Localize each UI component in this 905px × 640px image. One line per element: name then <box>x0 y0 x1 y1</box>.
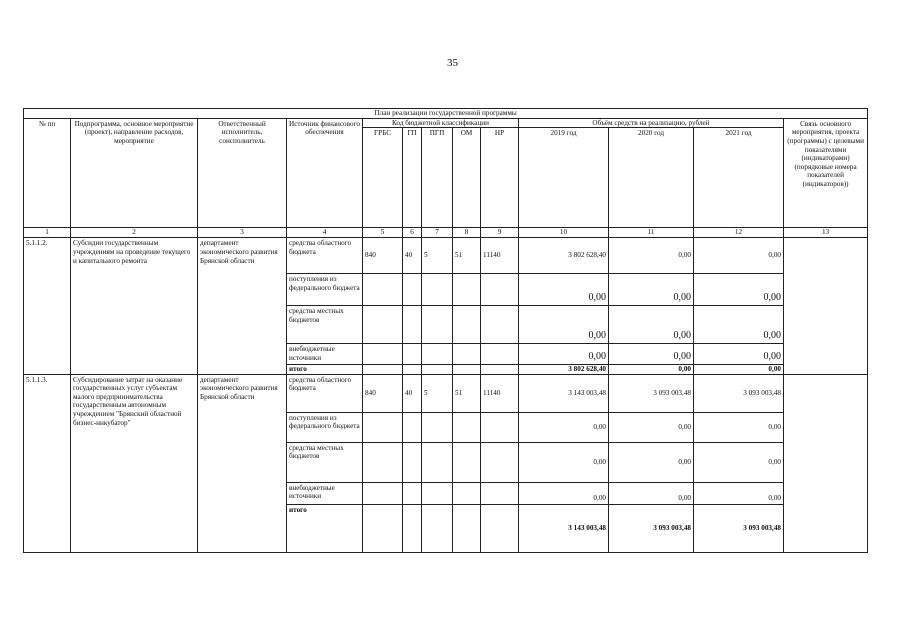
cell-2021: 0,00 <box>694 412 784 442</box>
cell-2020: 0,00 <box>609 274 694 306</box>
cell-nr: 11140 <box>481 374 519 412</box>
header-budget-code: Код бюджетной классификации <box>363 118 519 128</box>
header-2021: 2021 год <box>694 128 784 228</box>
cell-2020: 0,00 <box>609 482 694 504</box>
cell-2019: 0,00 <box>519 412 609 442</box>
col-number: 2 <box>71 228 198 238</box>
row-source: внебюджетные источники <box>287 344 363 364</box>
cell-2019: 3 802 628,40 <box>519 364 609 374</box>
table-title: План реализации государственной программы <box>24 109 868 119</box>
header-2020: 2020 год <box>609 128 694 228</box>
cell-om: 51 <box>453 238 481 274</box>
column-number-row <box>24 228 868 238</box>
cell-nr: 11140 <box>481 238 519 274</box>
cell-2020: 0,00 <box>609 306 694 344</box>
cell-2021: 0,00 <box>694 344 784 364</box>
header-num: № пп <box>24 118 71 228</box>
table-row <box>24 374 868 412</box>
row-source: средства местных бюджетов <box>287 306 363 344</box>
cell-2019: 3 143 003,48 <box>519 374 609 412</box>
page-number: 35 <box>447 57 458 69</box>
table-row <box>24 238 868 274</box>
header-gp: ГП <box>403 128 422 228</box>
cell-2020: 0,00 <box>609 364 694 374</box>
col-number: 6 <box>403 228 422 238</box>
cell-gp: 40 <box>403 238 422 274</box>
cell-2019: 0,00 <box>519 442 609 482</box>
cell-2021: 0,00 <box>694 482 784 504</box>
cell-2021: 3 093 003,48 <box>694 374 784 412</box>
col-number: 12 <box>694 228 784 238</box>
col-number: 8 <box>453 228 481 238</box>
row-source: средства областного бюджета <box>287 238 363 274</box>
cell-2019: 0,00 <box>519 274 609 306</box>
row-source: внебюджетные источники <box>287 482 363 504</box>
row-source: итого <box>287 364 363 374</box>
cell-2020: 3 093 003,48 <box>609 374 694 412</box>
cell-2019: 3 143 003,48 <box>519 504 609 552</box>
col-number: 7 <box>422 228 453 238</box>
header-grbs: ГРБС <box>363 128 403 228</box>
row-name: Субсидии государственным учреждениям на проведение текущего и капитального ремонта <box>71 238 198 374</box>
cell-2021: 0,00 <box>694 238 784 274</box>
header-2019: 2019 год <box>519 128 609 228</box>
table-title-row <box>24 109 868 119</box>
cell-gp: 40 <box>403 374 422 412</box>
cell-2019: 0,00 <box>519 482 609 504</box>
header-executor: Ответственный исполнитель, соисполнитель <box>198 118 287 228</box>
cell-2019: 3 802 628,40 <box>519 238 609 274</box>
col-number: 10 <box>519 228 609 238</box>
program-plan-table <box>23 108 868 553</box>
col-number: 3 <box>198 228 287 238</box>
col-number: 4 <box>287 228 363 238</box>
col-number: 1 <box>24 228 71 238</box>
cell-2019: 0,00 <box>519 344 609 364</box>
cell-2021: 0,00 <box>694 274 784 306</box>
row-source: поступления из федерального бюджета <box>287 274 363 306</box>
header-om: ОМ <box>453 128 481 228</box>
cell-grbs: 840 <box>363 374 403 412</box>
row-source: поступления из федерального бюджета <box>287 412 363 442</box>
cell-grbs: 840 <box>363 238 403 274</box>
row-source: средства местных бюджетов <box>287 442 363 482</box>
cell-2021: 3 093 003,48 <box>694 504 784 552</box>
cell-2020: 0,00 <box>609 412 694 442</box>
cell-2021: 0,00 <box>694 306 784 344</box>
cell-2021: 0,00 <box>694 442 784 482</box>
cell-pgp: 5 <box>422 238 453 274</box>
col-number: 13 <box>784 228 868 238</box>
header-name: Подпрограмма, основное мероприятие (проект), направление расходов, мероприятие <box>71 118 198 228</box>
cell-2020: 0,00 <box>609 344 694 364</box>
header-link: Связь основного мероприятия, проекта (программы) с целевыми показателями (индикаторами) (порядковые номера показателей (индикаторов)) <box>784 118 868 228</box>
header-volume: Объём средств на реализацию, рублей <box>519 118 784 128</box>
row-link <box>784 238 868 374</box>
header-nr: НР <box>481 128 519 228</box>
col-number: 11 <box>609 228 694 238</box>
cell-om: 51 <box>453 374 481 412</box>
header-row-1 <box>24 118 868 128</box>
col-number: 9 <box>481 228 519 238</box>
cell-2020: 0,00 <box>609 238 694 274</box>
cell-2020: 0,00 <box>609 442 694 482</box>
row-number: 5.1.1.2. <box>24 238 71 374</box>
col-number: 5 <box>363 228 403 238</box>
cell-2019: 0,00 <box>519 306 609 344</box>
row-source: итого <box>287 504 363 552</box>
row-number: 5.1.1.3. <box>24 374 71 552</box>
cell-pgp: 5 <box>422 374 453 412</box>
cell-2020: 3 093 003,48 <box>609 504 694 552</box>
row-source: средства областного бюджета <box>287 374 363 412</box>
row-executor: департамент экономического развития Брянской области <box>198 238 287 374</box>
header-pgp: ПГП <box>422 128 453 228</box>
header-source: Источник финансового обеспечения <box>287 118 363 228</box>
row-name: Субсидирование затрат на оказание государственных услуг субъектам малого предпринимательства государственным автономным учреждением "Брянский областной бизнес-инкубатор" <box>71 374 198 552</box>
cell-2021: 0,00 <box>694 364 784 374</box>
row-link <box>784 374 868 552</box>
row-executor: департамент экономического развития Брянской области <box>198 374 287 552</box>
